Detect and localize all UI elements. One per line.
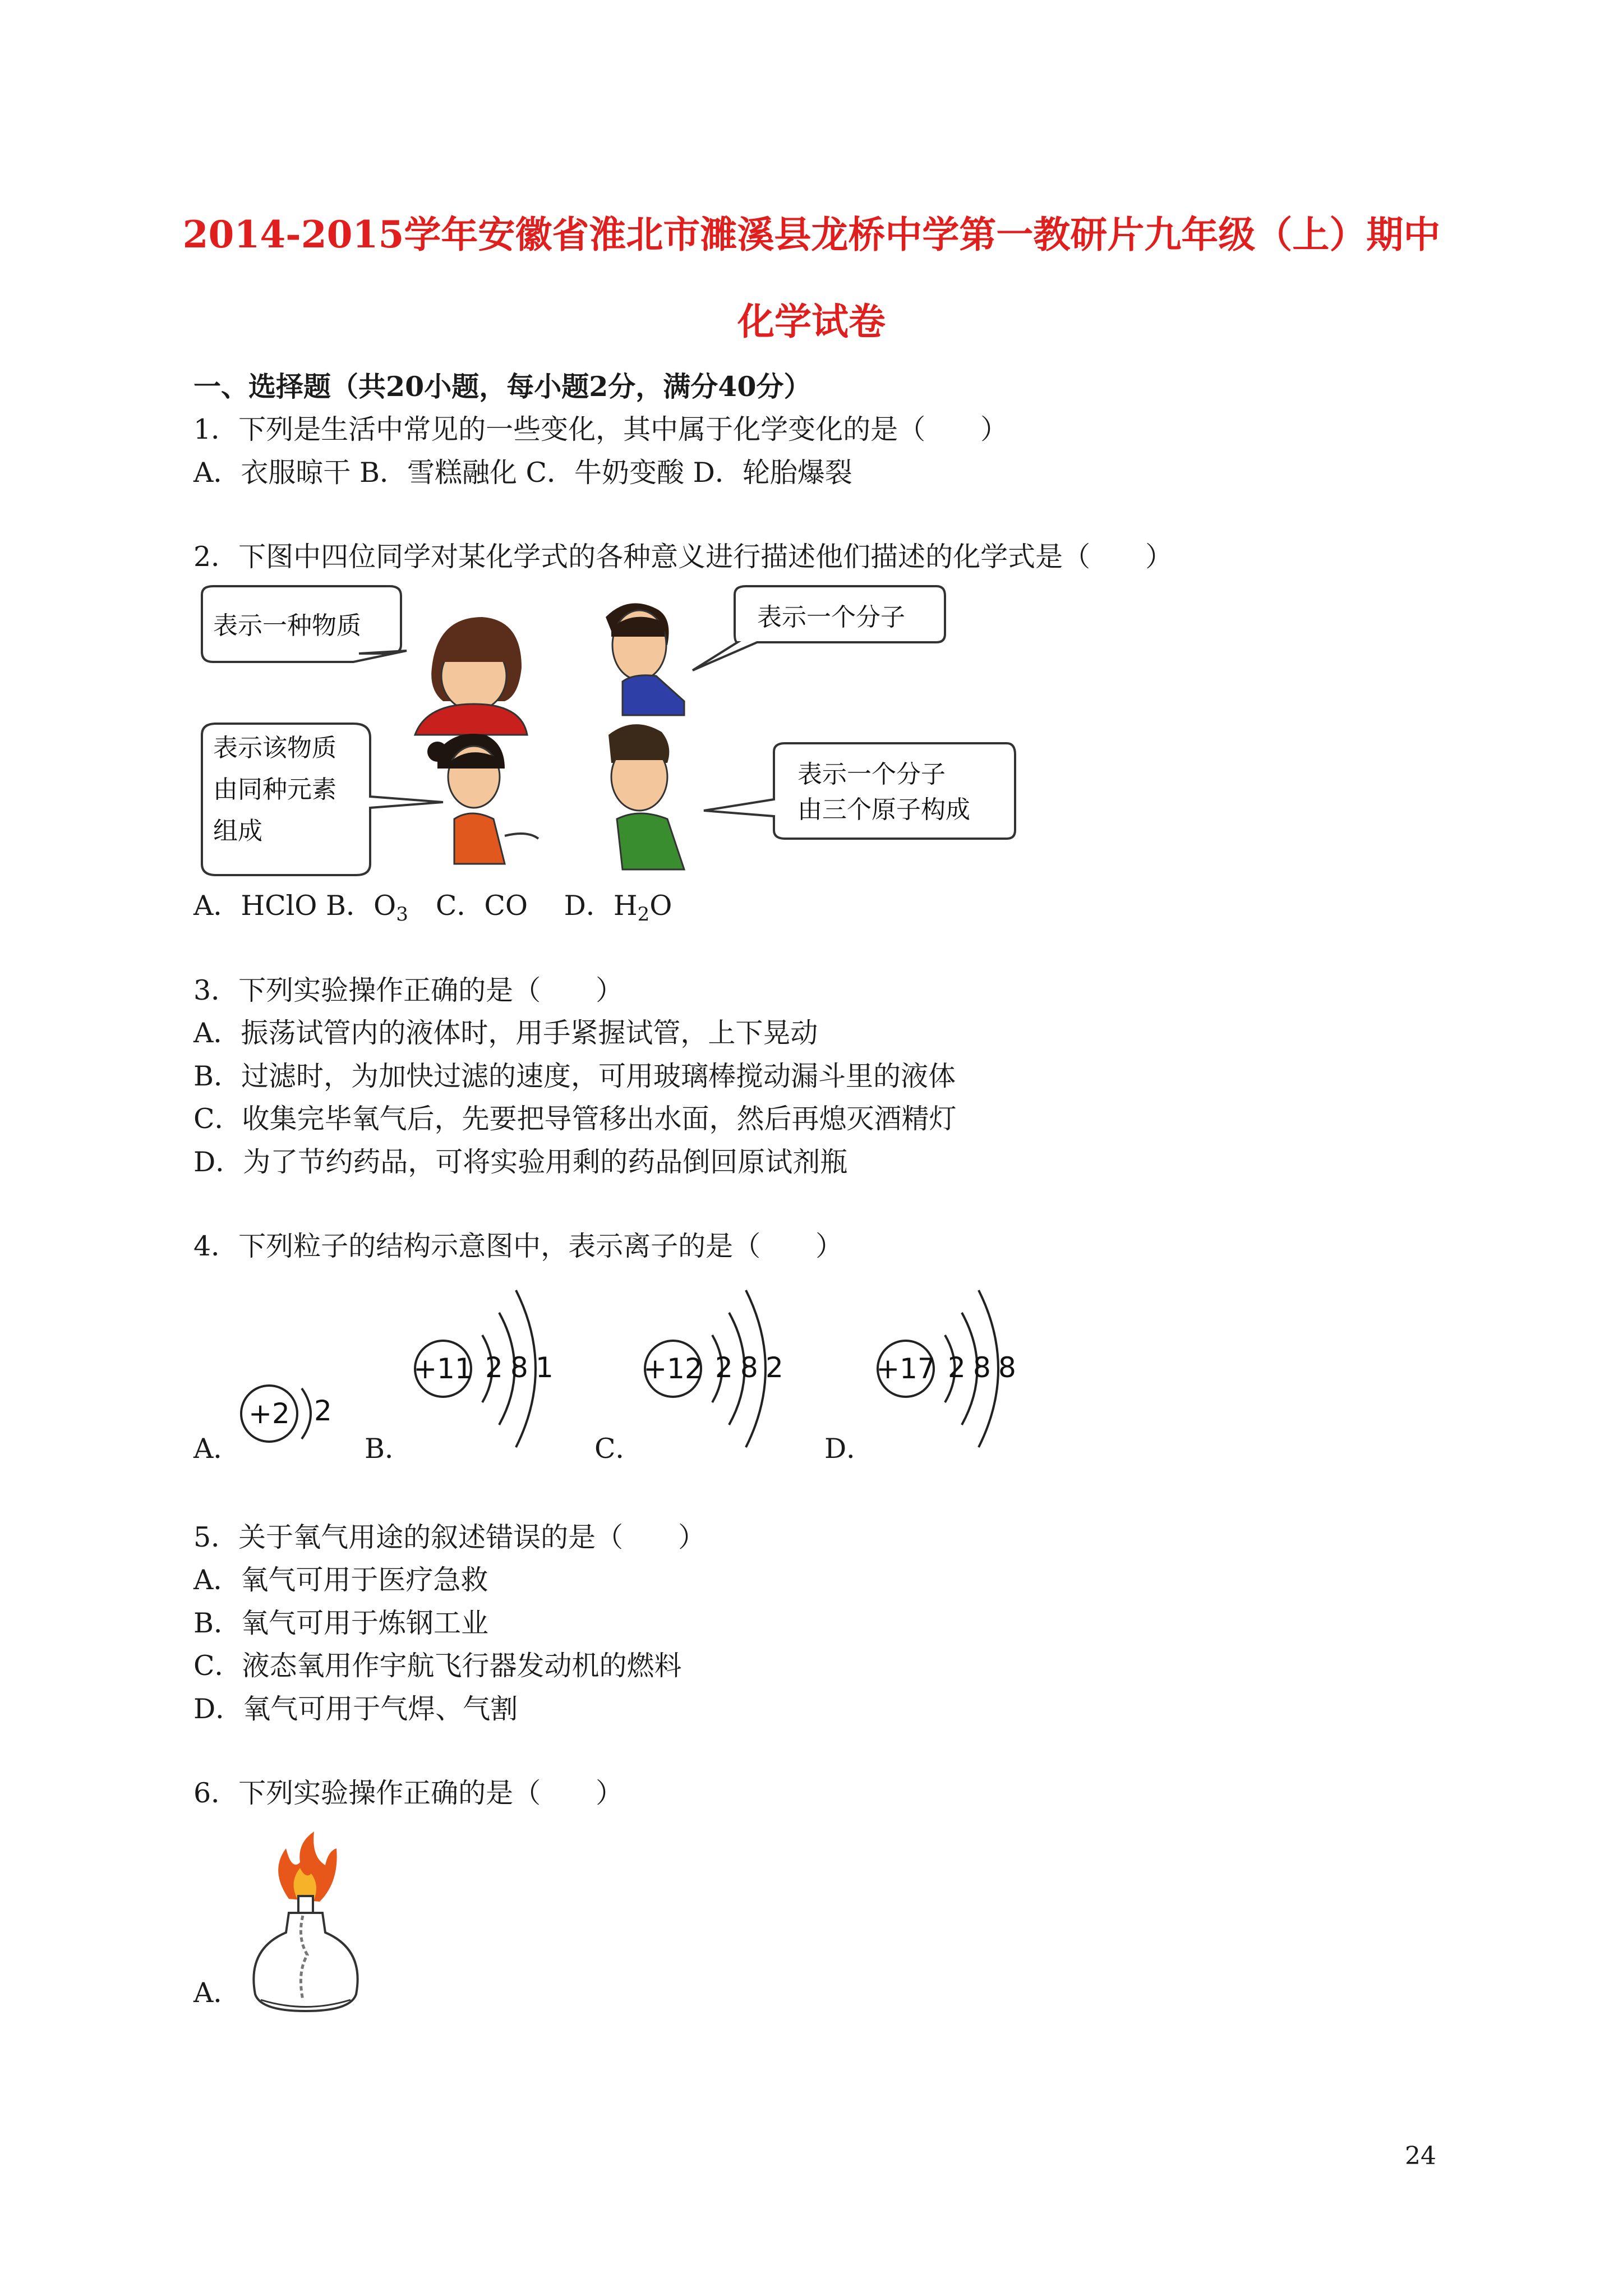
q6-option-a-label: A． <box>193 1977 241 2009</box>
q5-option-b: B．氧气可用于炼钢工业 <box>193 1607 489 1639</box>
q4-label-c: C． <box>594 1433 643 1465</box>
q2-option-a-b: A．HClO B．O <box>193 890 396 922</box>
speech-bubble-2 <box>693 586 945 670</box>
q2-students-figure <box>191 583 1021 886</box>
q2-option-d-subscript: 2 <box>637 903 650 926</box>
speech-bubble-4 <box>704 743 1015 839</box>
q3-option-c: C．收集完毕氧气后，先要把导管移出水面，然后再熄灭酒精灯 <box>193 1103 957 1135</box>
q3-option-b: B．过滤时，为加快过滤的速度，可用玻璃棒搅动漏斗里的液体 <box>193 1060 956 1092</box>
student-2-illustration <box>606 603 684 715</box>
atom-diagram-c <box>634 1268 802 1458</box>
atom-a-nucleus: +2 <box>248 1397 290 1430</box>
student-1-illustration <box>415 617 527 735</box>
q3-option-a: A．振荡试管内的液体时，用手紧握试管，上下晃动 <box>193 1017 818 1049</box>
atom-d-shell-2: 8 <box>973 1351 991 1384</box>
atom-a-shell-1: 2 <box>314 1395 332 1427</box>
q5-option-d: D．氧气可用于气焊、气割 <box>193 1693 518 1725</box>
atom-d-nucleus: +17 <box>876 1352 935 1385</box>
document-title-line1: 2014-2015学年安徽省淮北市濉溪县龙桥中学第一教研片九年级（上）期中 <box>182 213 1441 256</box>
q4-label-a: A． <box>193 1433 241 1465</box>
q4-label-d: D． <box>824 1433 874 1465</box>
atom-b-shell-3: 1 <box>536 1351 554 1384</box>
bubble-1-text: 表示一种物质 <box>213 611 361 640</box>
q5-option-a: A．氧气可用于医疗急救 <box>193 1564 488 1596</box>
page-number: 24 <box>1405 2142 1436 2170</box>
student-3-illustration <box>427 734 538 864</box>
bubble-4-line2: 由三个原子构成 <box>797 795 970 824</box>
atom-c-nucleus: +12 <box>643 1352 703 1385</box>
speech-bubble-3 <box>202 724 443 875</box>
q2-stem: 2．下图中四位同学对某化学式的各种意义进行描述他们描述的化学式是（ ） <box>193 541 1173 573</box>
q2-option-b-subscript: 3 <box>396 903 408 926</box>
bubble-3-line1: 表示该物质 <box>213 734 336 762</box>
q5-option-c: C．液态氧用作宇航飞行器发动机的燃料 <box>193 1650 682 1682</box>
atom-b-shell-2: 8 <box>510 1351 528 1384</box>
atom-diagram-b <box>404 1268 572 1458</box>
document-title-line2: 化学试卷 <box>737 300 886 343</box>
q4-stem: 4．下列粒子的结构示意图中，表示离子的是（ ） <box>193 1230 843 1262</box>
atom-b-nucleus: +11 <box>413 1352 473 1385</box>
atom-b-shell-1: 2 <box>485 1351 503 1384</box>
q4-label-b: B． <box>365 1433 413 1465</box>
bubble-3-line3: 组成 <box>213 817 262 845</box>
atom-diagram-a <box>236 1369 336 1458</box>
student-4-illustration <box>608 724 684 869</box>
speech-bubble-1 <box>202 586 407 662</box>
atom-diagram-d <box>866 1268 1035 1458</box>
bubble-3-line2: 由同种元素 <box>213 775 336 804</box>
q2-options <box>193 890 672 926</box>
atom-c-shell-1: 2 <box>715 1351 733 1384</box>
q2-option-c-d: C．CO D．H <box>408 890 638 922</box>
bubble-4-line1: 表示一个分子 <box>797 760 946 789</box>
q5-stem: 5．关于氧气用途的叙述错误的是（ ） <box>193 1521 706 1553</box>
q3-stem: 3．下列实验操作正确的是（ ） <box>193 974 624 1006</box>
q6-stem: 6．下列实验操作正确的是（ ） <box>193 1777 624 1809</box>
q1-stem: 1．下列是生活中常见的一些变化，其中属于化学变化的是（ ） <box>193 413 1008 445</box>
atom-c-shell-2: 8 <box>740 1351 758 1384</box>
q1-options: A．衣服晾干 B．雪糕融化 C．牛奶变酸 D．轮胎爆裂 <box>193 457 852 489</box>
q3-option-d: D．为了节约药品，可将实验用剩的药品倒回原试剂瓶 <box>193 1146 848 1178</box>
section-heading: 一、选择题（共20小题，每小题2分，满分40分） <box>193 370 811 403</box>
bubble-2-text: 表示一个分子 <box>757 603 905 632</box>
q2-option-d-end: O <box>649 890 672 922</box>
atom-d-shell-3: 8 <box>998 1351 1016 1384</box>
atom-d-shell-1: 2 <box>948 1351 966 1384</box>
atom-c-shell-3: 2 <box>766 1351 783 1384</box>
alcohol-lamp-illustration <box>236 1832 370 2017</box>
